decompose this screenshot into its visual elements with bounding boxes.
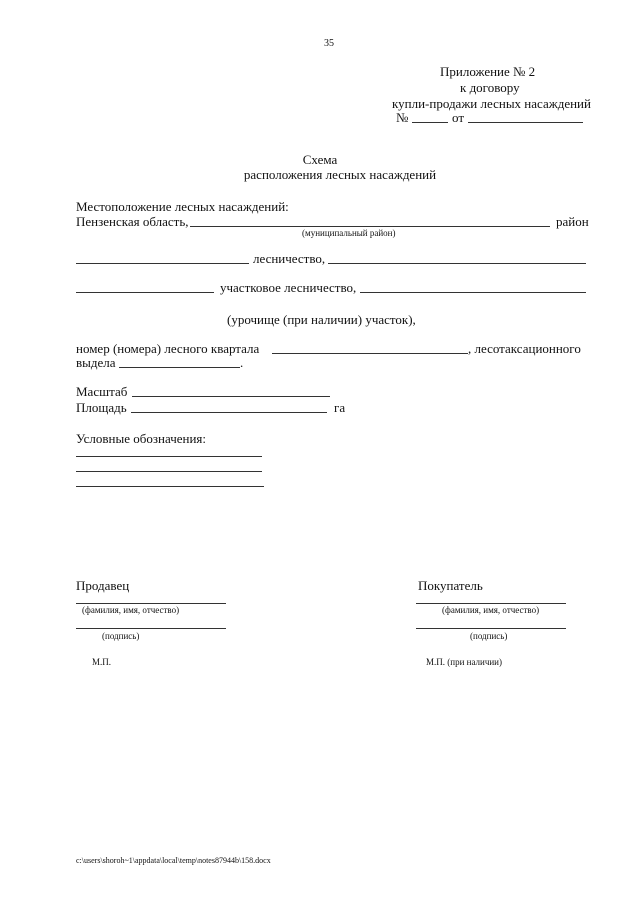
- seller-name-line: [76, 603, 226, 604]
- contract-date-prefix: от: [452, 110, 465, 125]
- legend-label: Условные обозначения:: [76, 431, 207, 446]
- forestry-label: лесничество,: [253, 251, 326, 266]
- district-suffix: район: [556, 214, 589, 229]
- seller-name-hint: (фамилия, имя, отчество): [82, 605, 180, 615]
- buyer-sign-hint: (подпись): [470, 631, 508, 641]
- page-number: 35: [324, 38, 334, 49]
- area-line: [131, 412, 327, 413]
- contract-number-prefix: №: [396, 110, 409, 125]
- scale-line: [132, 396, 330, 397]
- tract-label: (урочище (при наличии) участок),: [227, 312, 416, 327]
- contract-date-line: [468, 122, 583, 123]
- seller-stamp: М.П.: [92, 657, 112, 667]
- seller-sign-line: [76, 628, 226, 629]
- vydel-end: .: [240, 355, 244, 370]
- district-hint: (муниципальный район): [302, 228, 396, 238]
- title-line-2: расположения лесных насаждений: [243, 167, 437, 182]
- district-forestry-label: участковое лесничество,: [220, 280, 357, 295]
- location-label: Местоположение лесных насаждений:: [76, 199, 289, 214]
- quarter-line: [272, 353, 468, 354]
- buyer-stamp: М.П. (при наличии): [426, 657, 502, 667]
- contract-number-line: [412, 122, 448, 123]
- buyer-name-hint: (фамилия, имя, отчество): [442, 605, 540, 615]
- region-label: Пензенская область,: [76, 214, 189, 229]
- forestry-extra-line: [328, 263, 586, 264]
- appendix-line-1: Приложение № 2: [440, 64, 536, 79]
- buyer-title: Покупатель: [418, 578, 483, 593]
- scale-label: Масштаб: [76, 384, 128, 399]
- area-label: Площадь: [76, 400, 127, 415]
- forestry-name-line: [76, 263, 249, 264]
- appendix-line-3: купли-продажи лесных насаждений: [392, 96, 591, 111]
- appendix-line-2: к договору: [460, 80, 520, 95]
- legend-line-1: [76, 456, 262, 457]
- district-forestry-name-line: [76, 292, 214, 293]
- district-forestry-extra-line: [360, 292, 586, 293]
- legend-line-3: [76, 486, 264, 487]
- vydel-line: [119, 367, 240, 368]
- area-unit: га: [334, 400, 346, 415]
- vydel-label: выдела: [76, 355, 116, 370]
- seller-sign-hint: (подпись): [102, 631, 140, 641]
- buyer-name-line: [416, 603, 566, 604]
- quarter-label: номер (номера) лесного квартала: [76, 341, 260, 356]
- legend-line-2: [76, 471, 262, 472]
- title-line-1: Схема: [302, 152, 338, 167]
- quarter-suffix: , лесотаксационного: [468, 341, 581, 356]
- district-line: [190, 226, 550, 227]
- buyer-sign-line: [416, 628, 566, 629]
- seller-title: Продавец: [76, 578, 130, 593]
- footer-file-path: c:\users\shoroh~1\appdata\local\temp\notes87944b\158.docx: [76, 856, 271, 865]
